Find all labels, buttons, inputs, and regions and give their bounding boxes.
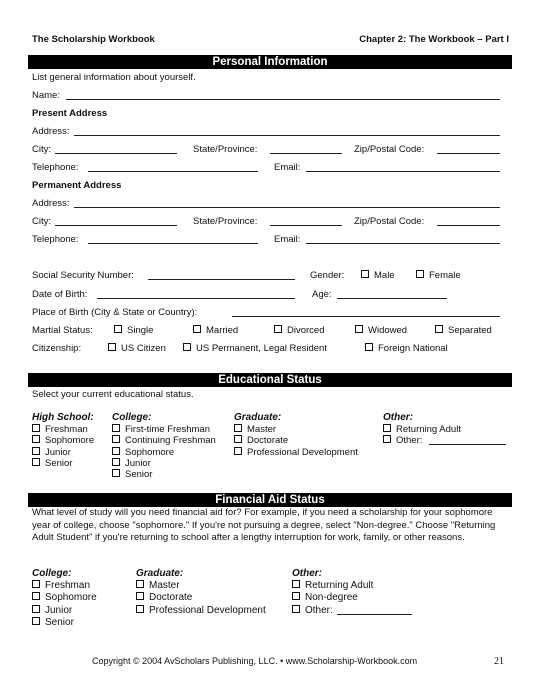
financial-other-field[interactable] bbox=[337, 614, 412, 615]
permanent-city-label: City: bbox=[32, 216, 51, 227]
fa-other-option-other[interactable]: Other: bbox=[292, 605, 373, 617]
college-option-junior[interactable]: Junior bbox=[112, 458, 216, 469]
fa-college-option-sophomore[interactable]: Sophomore bbox=[32, 592, 97, 604]
checkbox-icon[interactable] bbox=[383, 435, 391, 443]
checkbox-icon[interactable] bbox=[112, 447, 120, 455]
checkbox-icon[interactable] bbox=[32, 617, 40, 625]
name-label: Name: bbox=[32, 90, 60, 101]
ssn-field[interactable] bbox=[148, 279, 295, 280]
permanent-telephone-field[interactable] bbox=[88, 243, 258, 244]
checkbox-icon[interactable] bbox=[193, 325, 201, 333]
other-label: Other: bbox=[383, 412, 413, 423]
checkbox-icon[interactable] bbox=[114, 325, 122, 333]
marital-option-single[interactable]: Single bbox=[114, 325, 153, 336]
citizenship-option-permanent-resident[interactable]: US Permanent, Legal Resident bbox=[183, 343, 327, 354]
checkbox-icon[interactable] bbox=[274, 325, 282, 333]
dob-field[interactable] bbox=[97, 298, 295, 299]
checkbox-icon[interactable] bbox=[112, 435, 120, 443]
present-address-label: Address: bbox=[32, 126, 70, 137]
copyright-footer: Copyright © 2004 AvScholars Publishing, LLC. • www.Scholarship-Workbook.com bbox=[92, 656, 418, 666]
college-option-senior[interactable]: Senior bbox=[112, 469, 216, 480]
checkbox-icon[interactable] bbox=[136, 580, 144, 588]
financial-aid-intro: What level of study will you need financial aid for? For example, if you need a scholarship for your sophomore year of college, choose "sophomore." If you're not pursuing a degree, select "Non-degree." Choose "Returning Adult Student" if you're returning to school after a lengthy interruption for work, family, or other reasons. bbox=[32, 507, 496, 543]
gender-label: Gender: bbox=[310, 270, 345, 281]
checkbox-icon[interactable] bbox=[112, 458, 120, 466]
financial-college-label: College: bbox=[32, 568, 72, 579]
present-address-field[interactable] bbox=[74, 135, 500, 136]
checkbox-icon[interactable] bbox=[234, 424, 242, 432]
checkbox-icon[interactable] bbox=[234, 435, 242, 443]
fa-graduate-option-professional-development[interactable]: Professional Development bbox=[136, 605, 266, 617]
checkbox-icon[interactable] bbox=[365, 343, 373, 351]
checkbox-icon[interactable] bbox=[234, 447, 242, 455]
hs-option-freshman[interactable]: Freshman bbox=[32, 424, 94, 435]
present-city-field[interactable] bbox=[55, 153, 177, 154]
financial-graduate-column bbox=[136, 568, 266, 617]
checkbox-icon[interactable] bbox=[416, 270, 424, 278]
checkbox-icon[interactable] bbox=[112, 424, 120, 432]
checkbox-icon[interactable] bbox=[108, 343, 116, 351]
marital-option-separated[interactable]: Separated bbox=[435, 325, 492, 336]
permanent-email-label: Email: bbox=[274, 234, 301, 245]
high-school-label: High School: bbox=[32, 412, 94, 423]
permanent-zip-label: Zip/Postal Code: bbox=[354, 216, 425, 227]
present-address-heading: Present Address bbox=[32, 108, 108, 119]
education-college-column bbox=[112, 412, 216, 480]
college-option-sophomore[interactable]: Sophomore bbox=[112, 447, 216, 458]
checkbox-icon[interactable] bbox=[435, 325, 443, 333]
checkbox-icon[interactable] bbox=[32, 580, 40, 588]
financial-other-column bbox=[292, 568, 373, 617]
education-intro: Select your current educational status. bbox=[32, 389, 194, 400]
running-header-title: The Scholarship Workbook bbox=[32, 34, 155, 45]
gender-female-option[interactable]: Female bbox=[416, 270, 461, 281]
name-field[interactable] bbox=[66, 99, 500, 100]
dob-label: Date of Birth: bbox=[32, 289, 88, 300]
checkbox-icon[interactable] bbox=[32, 605, 40, 613]
other-option-returning-adult[interactable]: Returning Adult bbox=[383, 424, 461, 435]
present-city-label: City: bbox=[32, 144, 51, 155]
present-zip-field[interactable] bbox=[437, 153, 500, 154]
personal-intro: List general information about yourself. bbox=[32, 72, 196, 83]
permanent-state-label: State/Province: bbox=[193, 216, 258, 227]
running-header-chapter: Chapter 2: The Workbook – Part I bbox=[359, 34, 509, 45]
gender-male-option[interactable]: Male bbox=[361, 270, 395, 281]
checkbox-icon[interactable] bbox=[112, 469, 120, 477]
graduate-option-professional-development[interactable]: Professional Development bbox=[234, 447, 358, 458]
financial-graduate-label: Graduate: bbox=[136, 568, 184, 579]
education-high-school-column bbox=[32, 412, 94, 469]
age-label: Age: bbox=[312, 289, 332, 300]
age-field[interactable] bbox=[337, 298, 447, 299]
present-telephone-field[interactable] bbox=[88, 171, 258, 172]
fa-other-option-non-degree[interactable]: Non-degree bbox=[292, 592, 373, 604]
financial-other-label: Other: bbox=[292, 568, 322, 579]
checkbox-icon[interactable] bbox=[32, 435, 40, 443]
fa-other-option-returning-adult[interactable]: Returning Adult bbox=[292, 580, 373, 592]
education-other-field[interactable] bbox=[429, 444, 506, 445]
pob-field[interactable] bbox=[232, 316, 500, 317]
marital-option-divorced[interactable]: Divorced bbox=[274, 325, 325, 336]
fa-college-option-senior[interactable]: Senior bbox=[32, 617, 97, 629]
checkbox-icon[interactable] bbox=[361, 270, 369, 278]
fa-graduate-option-master[interactable]: Master bbox=[136, 580, 266, 592]
present-state-field[interactable] bbox=[270, 153, 342, 154]
permanent-telephone-label: Telephone: bbox=[32, 234, 79, 245]
present-telephone-label: Telephone: bbox=[32, 162, 79, 173]
hs-option-sophomore[interactable]: Sophomore bbox=[32, 435, 94, 446]
marital-option-widowed[interactable]: Widowed bbox=[355, 325, 407, 336]
education-other-column bbox=[383, 412, 461, 447]
financial-aid-heading: Financial Aid Status bbox=[28, 493, 512, 507]
graduate-label: Graduate: bbox=[234, 412, 282, 423]
permanent-email-field[interactable] bbox=[306, 243, 500, 244]
hs-option-junior[interactable]: Junior bbox=[32, 447, 94, 458]
permanent-state-field[interactable] bbox=[270, 225, 342, 226]
present-state-label: State/Province: bbox=[193, 144, 258, 155]
permanent-address-heading: Permanent Address bbox=[32, 180, 122, 191]
checkbox-icon[interactable] bbox=[32, 424, 40, 432]
checkbox-icon[interactable] bbox=[355, 325, 363, 333]
marital-option-married[interactable]: Married bbox=[193, 325, 238, 336]
checkbox-icon[interactable] bbox=[136, 592, 144, 600]
checkbox-icon[interactable] bbox=[383, 424, 391, 432]
college-label: College: bbox=[112, 412, 152, 423]
present-zip-label: Zip/Postal Code: bbox=[354, 144, 425, 155]
permanent-address-field[interactable] bbox=[74, 207, 500, 208]
checkbox-icon[interactable] bbox=[136, 605, 144, 613]
college-option-first-time-freshman[interactable]: First-time Freshman bbox=[112, 424, 216, 435]
checkbox-icon[interactable] bbox=[292, 580, 300, 588]
permanent-address-label: Address: bbox=[32, 198, 70, 209]
citizenship-option-us-citizen[interactable]: US Citizen bbox=[108, 343, 166, 354]
ssn-label: Social Security Number: bbox=[32, 270, 134, 281]
present-email-label: Email: bbox=[274, 162, 301, 173]
checkbox-icon[interactable] bbox=[32, 592, 40, 600]
fa-college-option-junior[interactable]: Junior bbox=[32, 605, 97, 617]
graduate-option-master[interactable]: Master bbox=[234, 424, 358, 435]
personal-info-heading: Personal Information bbox=[28, 55, 512, 69]
permanent-city-field[interactable] bbox=[55, 225, 177, 226]
hs-option-senior[interactable]: Senior bbox=[32, 458, 94, 469]
fa-college-option-freshman[interactable]: Freshman bbox=[32, 580, 97, 592]
present-email-field[interactable] bbox=[306, 171, 500, 172]
checkbox-icon[interactable] bbox=[183, 343, 191, 351]
fa-graduate-option-doctorate[interactable]: Doctorate bbox=[136, 592, 266, 604]
graduate-option-doctorate[interactable]: Doctorate bbox=[234, 435, 358, 446]
pob-label: Place of Birth (City & State or Country): bbox=[32, 307, 198, 318]
marital-status-label: Martial Status: bbox=[32, 325, 93, 336]
checkbox-icon[interactable] bbox=[292, 605, 300, 613]
education-graduate-column bbox=[234, 412, 358, 458]
college-option-continuing-freshman[interactable]: Continuing Freshman bbox=[112, 435, 216, 446]
educational-status-heading: Educational Status bbox=[28, 373, 512, 387]
permanent-zip-field[interactable] bbox=[437, 225, 500, 226]
checkbox-icon[interactable] bbox=[32, 458, 40, 466]
checkbox-icon[interactable] bbox=[292, 592, 300, 600]
page-number: 21 bbox=[494, 656, 504, 667]
citizenship-option-foreign-national[interactable]: Foreign National bbox=[365, 343, 448, 354]
checkbox-icon[interactable] bbox=[32, 447, 40, 455]
citizenship-label: Citizenship: bbox=[32, 343, 82, 354]
other-option-other[interactable]: Other: bbox=[383, 435, 461, 446]
financial-college-column bbox=[32, 568, 97, 630]
